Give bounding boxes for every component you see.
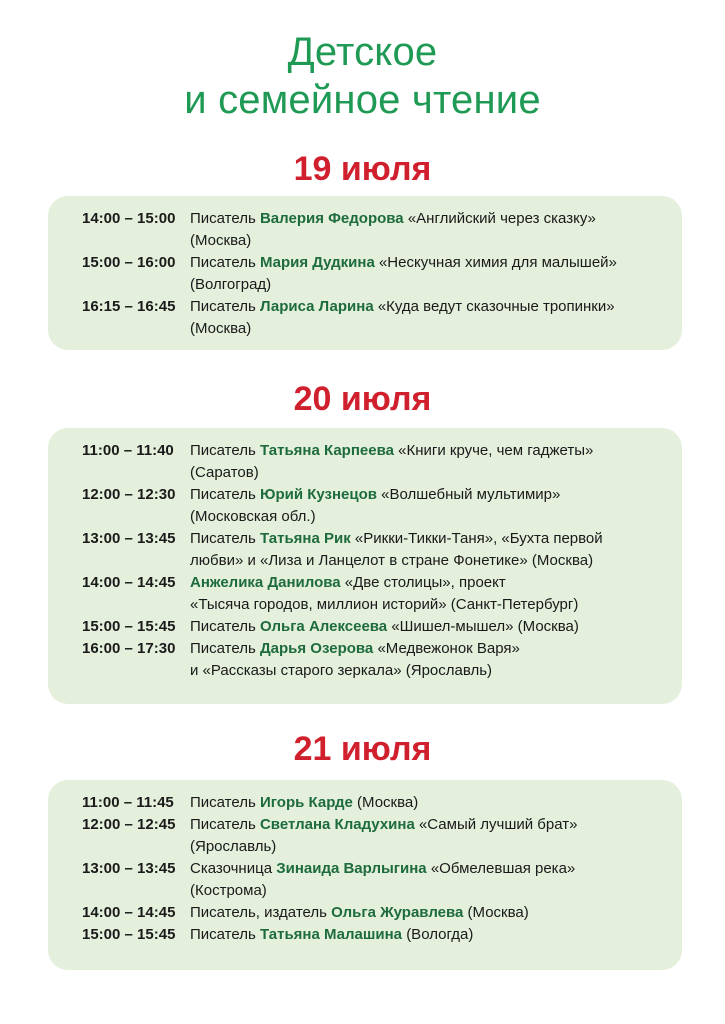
- event-title: «Рикки-Тикки-Таня», «Бухта первой: [354, 530, 603, 547]
- event-place: (Волгоград): [190, 276, 272, 293]
- event-row: [48, 440, 682, 484]
- event-author: Игорь Карде: [259, 794, 353, 811]
- event-role: Писатель, издатель: [190, 904, 327, 921]
- event-title: (Москва): [357, 794, 419, 811]
- event-row: [48, 924, 682, 946]
- event-place: любви» и «Лиза и Ланцелот в стране Фонетике» (Москва): [190, 552, 594, 569]
- event-author: Юрий Кузнецов: [259, 486, 377, 503]
- event-place: (Ярославль): [190, 838, 277, 855]
- event-row: [48, 528, 682, 572]
- event-time: 16:00 – 17:30: [82, 640, 176, 657]
- event-author: Ольга Алексеева: [259, 618, 388, 635]
- event-time: 15:00 – 15:45: [82, 926, 176, 943]
- event-time: 13:00 – 13:45: [82, 860, 176, 877]
- event-row: [48, 792, 682, 814]
- event-author: Валерия Федорова: [259, 210, 404, 227]
- event-title: «Две столицы», проект: [344, 574, 506, 591]
- event-row: [48, 572, 682, 616]
- event-time: 14:00 – 15:00: [82, 210, 176, 227]
- event-place: «Тысяча городов, миллион историй» (Санкт-Петербург): [190, 596, 579, 613]
- event-title: «Медвежонок Варя»: [377, 640, 520, 657]
- event-row: [48, 638, 682, 682]
- event-title: «Шишел-мышел» (Москва): [391, 618, 579, 635]
- event-title: «Волшебный мультимир»: [381, 486, 561, 503]
- event-row: [48, 296, 682, 340]
- event-title: «Самый лучший брат»: [418, 816, 578, 833]
- page-title-line2: и семейное чтение: [184, 78, 541, 122]
- event-time: 16:15 – 16:45: [82, 298, 176, 315]
- event-role: Писатель: [190, 298, 256, 315]
- event-time: 11:00 – 11:40: [82, 442, 174, 459]
- event-title: «Книги круче, чем гаджеты»: [398, 442, 594, 459]
- event-title: «Английский через сказку»: [407, 210, 596, 227]
- event-author: Татьяна Рик: [259, 530, 351, 547]
- event-role: Писатель: [190, 640, 256, 657]
- event-role: Писатель: [190, 210, 256, 227]
- event-place: (Кострома): [190, 882, 267, 899]
- event-place: и «Рассказы старого зеркала» (Ярославль): [190, 662, 493, 679]
- event-place: (Москва): [190, 320, 252, 337]
- event-title: (Москва): [467, 904, 529, 921]
- event-author: Татьяна Карпеева: [259, 442, 394, 459]
- schedule-panel-20: [48, 428, 682, 704]
- event-row: [48, 484, 682, 528]
- event-title: «Обмелевшая река»: [430, 860, 576, 877]
- event-role: Сказочница: [190, 860, 273, 877]
- event-author: Дарья Озерова: [259, 640, 374, 657]
- event-author: Анжелика Данилова: [190, 574, 341, 591]
- day-heading-19: 19 июля: [293, 150, 432, 188]
- day-heading-21: 21 июля: [293, 730, 432, 768]
- event-row: [48, 208, 682, 252]
- event-role: Писатель: [190, 530, 256, 547]
- event-author: Мария Дудкина: [259, 254, 375, 271]
- event-row: [48, 252, 682, 296]
- event-time: 12:00 – 12:30: [82, 486, 176, 503]
- event-title: «Куда ведут сказочные тропинки»: [377, 298, 615, 315]
- event-title: (Вологда): [406, 926, 474, 943]
- event-row: [48, 814, 682, 858]
- page-title-line1: Детское: [287, 30, 438, 74]
- event-time: 12:00 – 12:45: [82, 816, 176, 833]
- event-row: [48, 902, 682, 924]
- event-role: Писатель: [190, 816, 256, 833]
- event-author: Зинаида Варлыгина: [276, 860, 427, 877]
- event-time: 11:00 – 11:45: [82, 794, 174, 811]
- day-heading-20: 20 июля: [293, 380, 432, 418]
- event-role: Писатель: [190, 254, 256, 271]
- event-author: Татьяна Малашина: [259, 926, 403, 943]
- event-role: Писатель: [190, 442, 256, 459]
- event-time: 15:00 – 16:00: [82, 254, 176, 271]
- event-role: Писатель: [190, 618, 256, 635]
- event-author: Лариса Ларина: [259, 298, 374, 315]
- event-place: (Москва): [190, 232, 252, 249]
- event-place: (Московская обл.): [190, 508, 316, 525]
- event-author: Светлана Кладухина: [259, 816, 415, 833]
- event-time: 15:00 – 15:45: [82, 618, 176, 635]
- event-row: [48, 616, 682, 638]
- event-row: [48, 858, 682, 902]
- schedule-panel-21: [48, 780, 682, 970]
- event-time: 13:00 – 13:45: [82, 530, 176, 547]
- event-role: Писатель: [190, 794, 256, 811]
- schedule-panel-19: [48, 196, 682, 350]
- event-time: 14:00 – 14:45: [82, 904, 176, 921]
- event-author: Ольга Журавлева: [331, 904, 464, 921]
- event-role: Писатель: [190, 486, 256, 503]
- event-time: 14:00 – 14:45: [82, 574, 176, 591]
- event-role: Писатель: [190, 926, 256, 943]
- event-place: (Саратов): [190, 464, 259, 481]
- event-title: «Нескучная химия для малышей»: [378, 254, 617, 271]
